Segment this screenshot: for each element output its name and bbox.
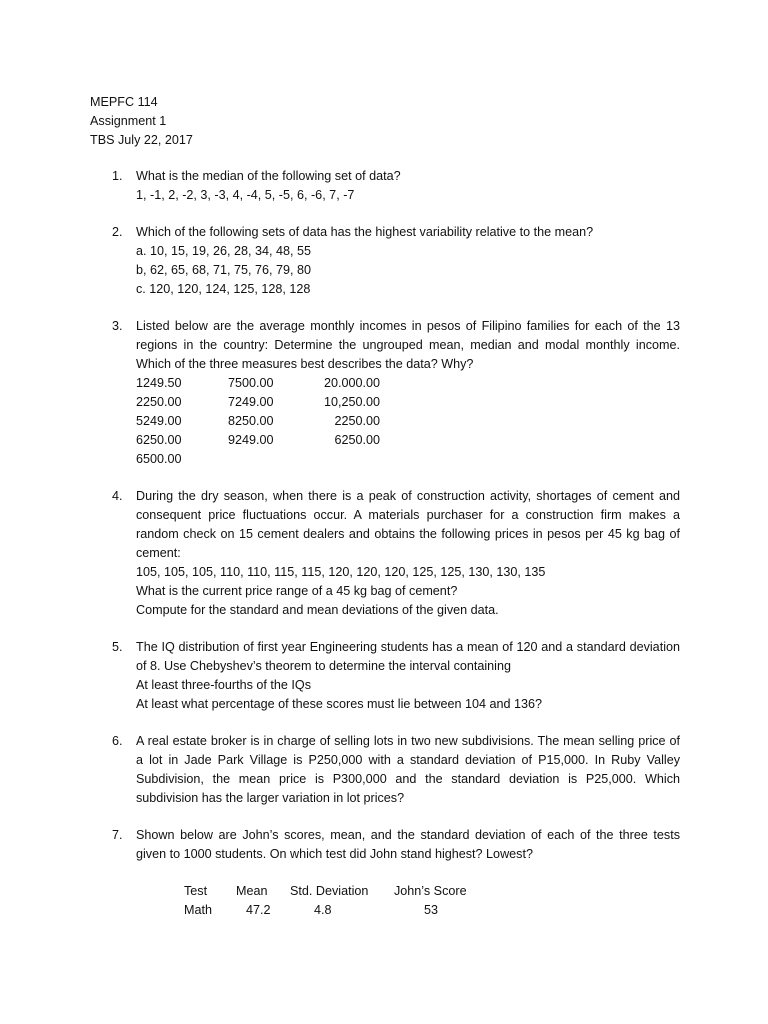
- table-cell: 53: [424, 903, 439, 917]
- table-header: Std. Deviation: [290, 884, 369, 898]
- income-value: 6250.00: [334, 433, 380, 447]
- income-value: 8250.00: [228, 414, 274, 428]
- income-value: 1249.50: [136, 376, 182, 390]
- table-header: Mean: [236, 884, 268, 898]
- income-value: 7500.00: [228, 376, 274, 390]
- question-text: During the dry season, when there is a peak of construction activity, shortages of cement and consequent price fluctuations occur. A materials purchaser for a construction firm makes a random check on 15 cement dealers and obtains the following prices in pesos per 45 kg bag of cement:: [136, 489, 680, 560]
- option-c: c. 120, 120, 124, 125, 128, 128: [136, 282, 311, 296]
- table-cell: 47.2: [246, 903, 271, 917]
- question-7: [112, 826, 680, 920]
- question-number: 1.: [112, 169, 123, 183]
- income-value: 10,250.00: [323, 395, 380, 409]
- option-b: b, 62, 65, 68, 71, 75, 76, 79, 80: [136, 263, 312, 277]
- question-5: [112, 638, 680, 714]
- question-4: [112, 487, 680, 620]
- option-a: a. 10, 15, 19, 26, 28, 34, 48, 55: [136, 244, 312, 258]
- question-1: [112, 167, 680, 205]
- table-header: John’s Score: [394, 884, 467, 898]
- income-value: 5249.00: [136, 414, 182, 428]
- assignment-title: Assignment 1: [90, 114, 167, 128]
- question-number: 2.: [112, 225, 123, 239]
- table-cell: 4.8: [314, 903, 332, 917]
- question-number: 6.: [112, 734, 123, 748]
- question-text: Which of the following sets of data has the highest variability relative to the mean?: [136, 225, 594, 239]
- question-list: [112, 167, 680, 920]
- question-number: 4.: [112, 489, 123, 503]
- income-value: 2250.00: [334, 414, 380, 428]
- income-value: 20.000.00: [323, 376, 380, 390]
- income-value: 6250.00: [136, 433, 182, 447]
- question-2: [112, 223, 680, 299]
- question-text: The IQ distribution of first year Engineering students has a mean of 120 and a standard deviation of 8. Use Chebyshev’s theorem to determine the interval containing: [136, 640, 680, 673]
- income-value: 6500.00: [136, 452, 182, 466]
- document-header: [90, 93, 193, 150]
- question-number: 5.: [112, 640, 123, 654]
- question-number: 7.: [112, 828, 123, 842]
- question-subpart: Compute for the standard and mean deviations of the given data.: [136, 603, 499, 617]
- table-cell: Math: [184, 903, 212, 917]
- data-set: 1, -1, 2, -2, 3, -3, 4, -4, 5, -5, 6, -6, 7, -7: [136, 188, 355, 202]
- question-text: A real estate broker is in charge of selling lots in two new subdivisions. The mean selling price of a lot in Jade Park Village is P250,000 with a standard deviation of P15,000. In Ruby Valley Subdivision, the mean price is P300,000 and the standard deviation is P25,000. Which subdivision has the larger variation in lot prices?: [136, 734, 680, 805]
- course-code: MEPFC 114: [90, 95, 158, 109]
- income-value: 9249.00: [228, 433, 274, 447]
- income-value: 2250.00: [136, 395, 182, 409]
- question-text: What is the median of the following set of data?: [136, 169, 401, 183]
- question-text: Shown below are John’s scores, mean, and the standard deviation of each of the three tests given to 1000 students. On which test did John stand highest? Lowest?: [136, 828, 680, 861]
- scores-table: [184, 882, 680, 920]
- price-list: 105, 105, 105, 110, 110, 115, 115, 120, 120, 120, 125, 125, 130, 130, 135: [136, 565, 546, 579]
- question-subpart: What is the current price range of a 45 kg bag of cement?: [136, 584, 458, 598]
- question-subpart: At least three-fourths of the IQs: [136, 678, 311, 692]
- question-number: 3.: [112, 319, 123, 333]
- income-value: 7249.00: [228, 395, 274, 409]
- question-3: [112, 317, 680, 469]
- question-6: [112, 732, 680, 808]
- table-header: Test: [184, 884, 208, 898]
- question-text: Listed below are the average monthly incomes in pesos of Filipino families for each of the 13 regions in the country: Determine the ungrouped mean, median and modal monthly income. Which of the three measures best describes the data? Why?: [136, 319, 680, 371]
- question-subpart: At least what percentage of these scores must lie between 104 and 136?: [136, 697, 543, 711]
- assignment-date: TBS July 22, 2017: [90, 133, 193, 147]
- income-table: [136, 374, 680, 469]
